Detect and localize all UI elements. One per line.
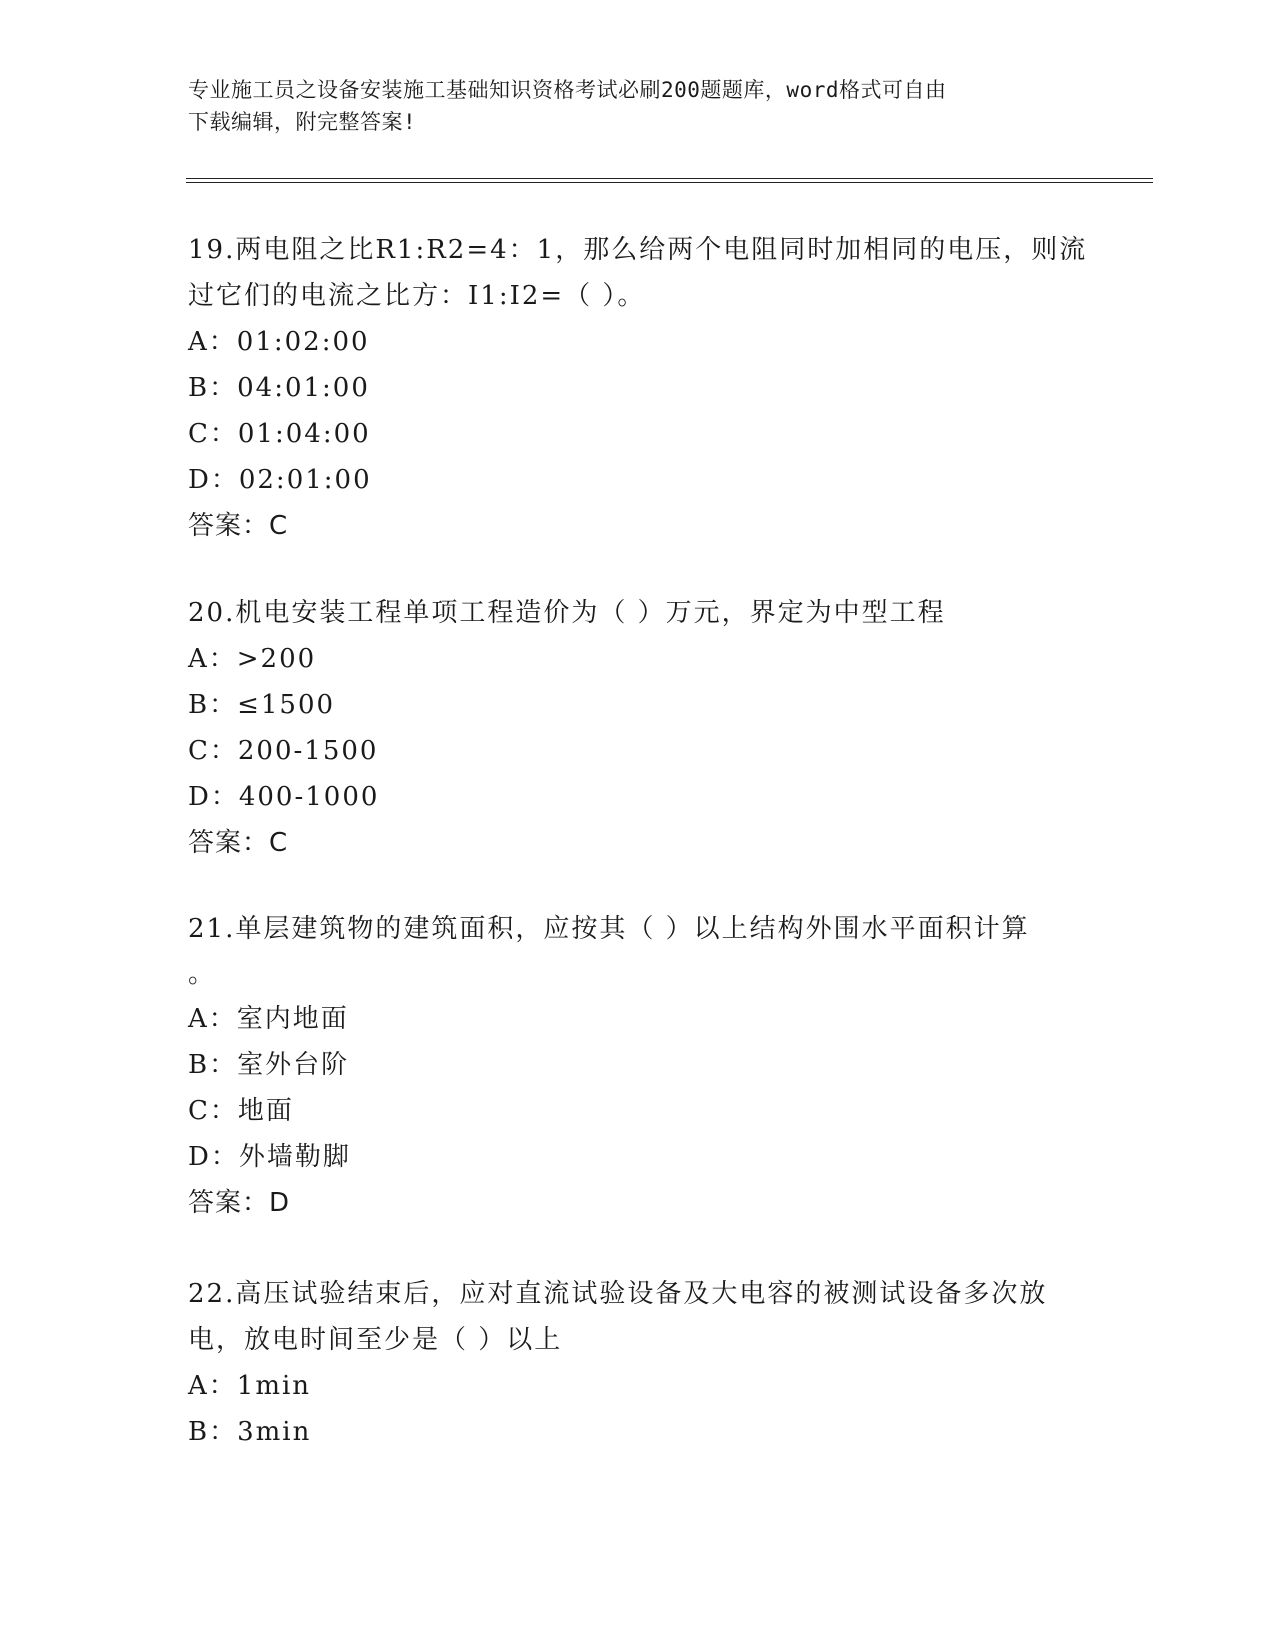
header-line-2: 下载编辑，附完整答案! <box>188 110 417 134</box>
header-divider-bottom <box>186 182 1153 183</box>
header-line-1: 专业施工员之设备安装施工基础知识资格考试必刷200题题库，word格式可自由 <box>188 78 947 102</box>
question-20 <box>188 590 1088 866</box>
question-stem: 20.机电安装工程单项工程造价为（ ）万元，界定为中型工程 <box>188 598 946 628</box>
option-c: C：01:04:00 <box>188 419 371 449</box>
option-a: A：01:02:00 <box>188 327 370 357</box>
document-header <box>188 74 1088 138</box>
option-b: B：04:01:00 <box>188 373 370 403</box>
answer: 答案：C <box>188 828 289 858</box>
option-b: B：室外台阶 <box>188 1050 350 1080</box>
option-d: D：02:01:00 <box>188 465 372 495</box>
option-d: D：外墙勒脚 <box>188 1142 351 1172</box>
question-stem: 22.高压试验结束后，应对直流试验设备及大电容的被测试设备多次放 <box>188 1279 1048 1309</box>
option-c: C：200-1500 <box>188 736 379 766</box>
question-stem-continued: 。 <box>188 959 217 989</box>
question-19 <box>188 227 1088 549</box>
option-d: D：400-1000 <box>188 782 380 812</box>
option-c: C：地面 <box>188 1096 294 1126</box>
answer: 答案：D <box>188 1188 291 1218</box>
option-a: A：>200 <box>188 644 317 674</box>
option-a: A：1min <box>188 1371 312 1401</box>
question-22 <box>188 1271 1088 1455</box>
question-stem-continued: 电，放电时间至少是（ ）以上 <box>188 1325 563 1355</box>
question-stem: 21.单层建筑物的建筑面积，应按其（ ）以上结构外围水平面积计算 <box>188 914 1030 944</box>
option-a: A：室内地面 <box>188 1004 349 1034</box>
header-divider-top <box>186 178 1153 179</box>
answer: 答案：C <box>188 511 289 541</box>
option-b: B：≤1500 <box>188 690 336 720</box>
question-21 <box>188 906 1088 1226</box>
question-stem-continued: 过它们的电流之比方：I1:I2=（ ）。 <box>188 281 646 311</box>
question-stem: 19.两电阻之比R1:R2=4：1，那么给两个电阻同时加相同的电压，则流 <box>188 235 1088 265</box>
option-b: B：3min <box>188 1417 312 1447</box>
